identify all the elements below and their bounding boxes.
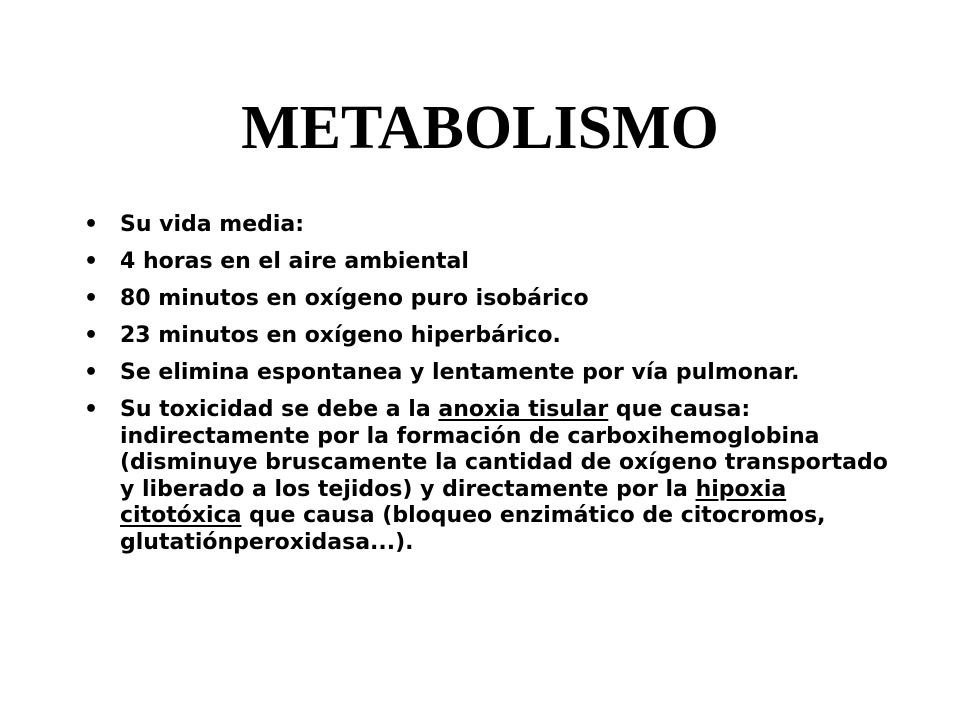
bullet-dot-icon: •: [84, 360, 99, 385]
bullet-text: Su vida media:: [120, 212, 305, 237]
bullet-item-aire-ambiental: [84, 249, 904, 276]
bullet-item-toxicidad: [84, 397, 904, 556]
bullet-text-part: que causa: indirectamente por la formación de carboxihemoglobina (disminuye bruscamente la cantidad de oxígeno transportado y liberado a los tejidos) y directamente por la: [120, 397, 888, 502]
bullet-text: Se elimina espontanea y lentamente por vía pulmonar.: [120, 360, 800, 385]
bullet-text: 80 minutos en oxígeno puro isobárico: [120, 286, 589, 311]
underlined-term-hipoxia-citotoxica: hipoxia citotóxica: [120, 476, 787, 528]
bullet-text-part: que causa (bloqueo enzimático de citocromos, glutatiónperoxidasa...).: [120, 503, 826, 555]
bullet-dot-icon: •: [84, 249, 99, 274]
bullet-item-eliminacion: [84, 360, 904, 387]
bullet-list: [84, 212, 904, 567]
bullet-item-oxigeno-isobarico: [84, 286, 904, 313]
bullet-text: 4 horas en el aire ambiental: [120, 249, 469, 274]
bullet-text-part: Su toxicidad se debe a la: [120, 397, 439, 422]
bullet-item-vida-media: [84, 212, 904, 239]
bullet-dot-icon: •: [84, 286, 99, 311]
bullet-dot-icon: •: [84, 397, 99, 422]
bullet-dot-icon: •: [84, 323, 99, 348]
bullet-item-oxigeno-hiperbarico: [84, 323, 904, 350]
underlined-term-anoxia-tisular: anoxia tisular: [438, 397, 609, 422]
bullet-dot-icon: •: [84, 212, 99, 237]
bullet-text: 23 minutos en oxígeno hiperbárico.: [120, 323, 561, 348]
slide-title: METABOLISMO: [241, 94, 719, 162]
